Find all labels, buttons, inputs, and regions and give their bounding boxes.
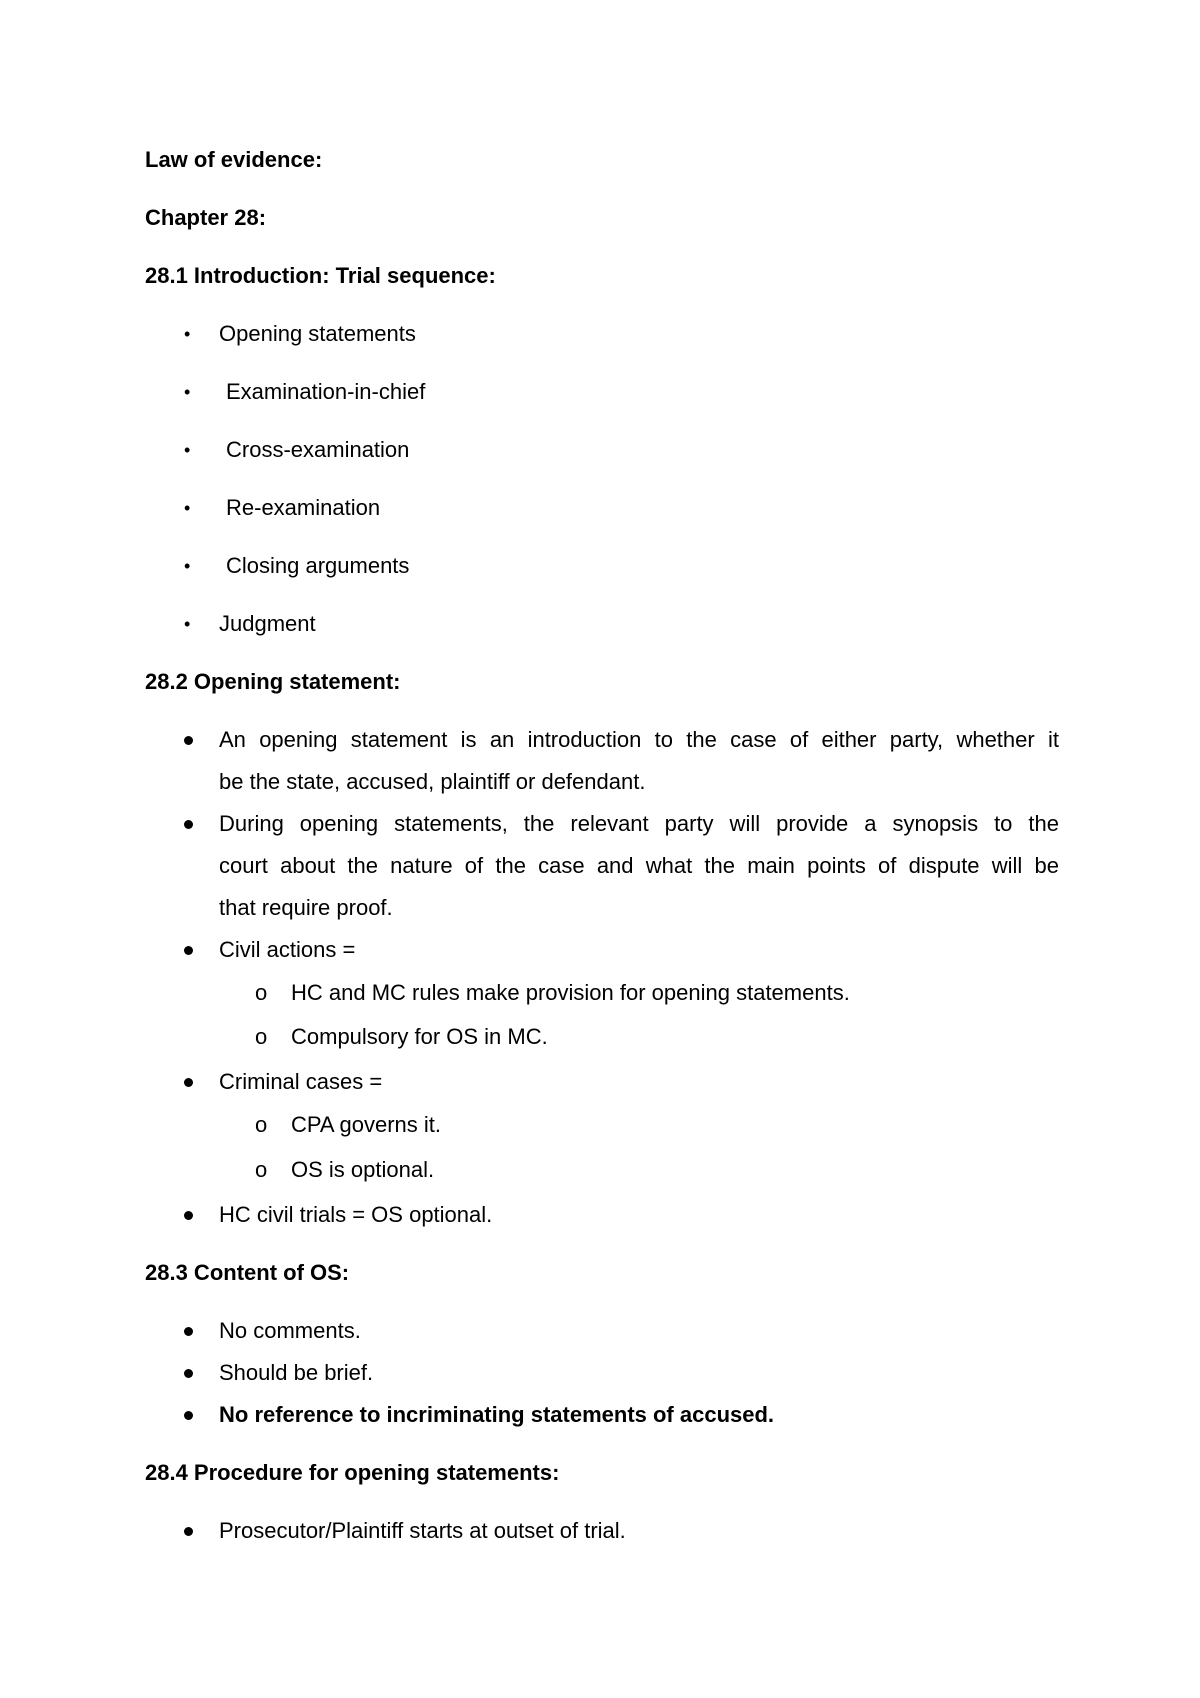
bullet-icon	[184, 1411, 193, 1420]
list-item-emphasis: No reference to incriminating statements of accused.	[219, 1402, 775, 1427]
list-item: HC civil trials = OS optional.	[219, 1202, 493, 1227]
list-item: Examination-in-chief	[226, 379, 426, 404]
bullet-icon: •	[184, 440, 191, 460]
list-item: No comments.	[219, 1318, 361, 1343]
sub-bullet-icon: o	[255, 1024, 268, 1049]
bullet-icon	[184, 1527, 193, 1536]
paragraph-line: be the state, accused, plaintiff or defendant.	[219, 769, 646, 794]
section-heading-28-1: 28.1 Introduction: Trial sequence:	[145, 263, 496, 288]
bullet-icon: •	[184, 614, 191, 634]
sub-bullet-icon: o	[255, 980, 268, 1005]
bullet-icon	[184, 1369, 193, 1378]
list-item: Civil actions =	[219, 937, 356, 962]
bullet-icon	[184, 820, 193, 829]
section-heading-28-2: 28.2 Opening statement:	[145, 669, 401, 694]
bullet-icon	[184, 946, 193, 955]
bullet-icon	[184, 1211, 193, 1220]
paragraph-line: court about the nature of the case and what the main points of dispute will be	[219, 853, 1059, 878]
sub-list-item: HC and MC rules make provision for opening statements.	[291, 980, 850, 1005]
paragraph-line: An opening statement is an introduction to the case of either party, whether it	[219, 727, 1059, 752]
bullet-icon: •	[184, 382, 191, 402]
paragraph-line: that require proof.	[219, 895, 393, 920]
list-item: Criminal cases =	[219, 1069, 383, 1094]
bullet-icon: •	[184, 324, 191, 344]
sub-list-item: OS is optional.	[291, 1157, 435, 1182]
sub-list-item: CPA governs it.	[291, 1112, 441, 1137]
list-item: Should be brief.	[219, 1360, 374, 1385]
bullet-icon	[184, 1327, 193, 1336]
section-heading-28-4: 28.4 Procedure for opening statements:	[145, 1460, 560, 1485]
list-item: Opening statements	[219, 321, 416, 346]
list-item: Judgment	[219, 611, 316, 636]
section-heading-28-3: 28.3 Content of OS:	[145, 1260, 350, 1285]
list-item: Re-examination	[226, 495, 381, 520]
paragraph-line: During opening statements, the relevant party will provide a synopsis to the	[219, 811, 1059, 836]
bullet-icon	[184, 736, 193, 745]
sub-bullet-icon: o	[255, 1157, 268, 1182]
list-item: Prosecutor/Plaintiff starts at outset of trial.	[219, 1518, 626, 1543]
bullet-icon	[184, 1078, 193, 1087]
list-item: Closing arguments	[226, 553, 410, 578]
document-title: Law of evidence:	[145, 147, 323, 172]
sub-bullet-icon: o	[255, 1112, 268, 1137]
bullet-icon: •	[184, 556, 191, 576]
bullet-icon: •	[184, 498, 191, 518]
sub-list-item: Compulsory for OS in MC.	[291, 1024, 548, 1049]
list-item: Cross-examination	[226, 437, 410, 462]
chapter-heading: Chapter 28:	[145, 205, 267, 230]
